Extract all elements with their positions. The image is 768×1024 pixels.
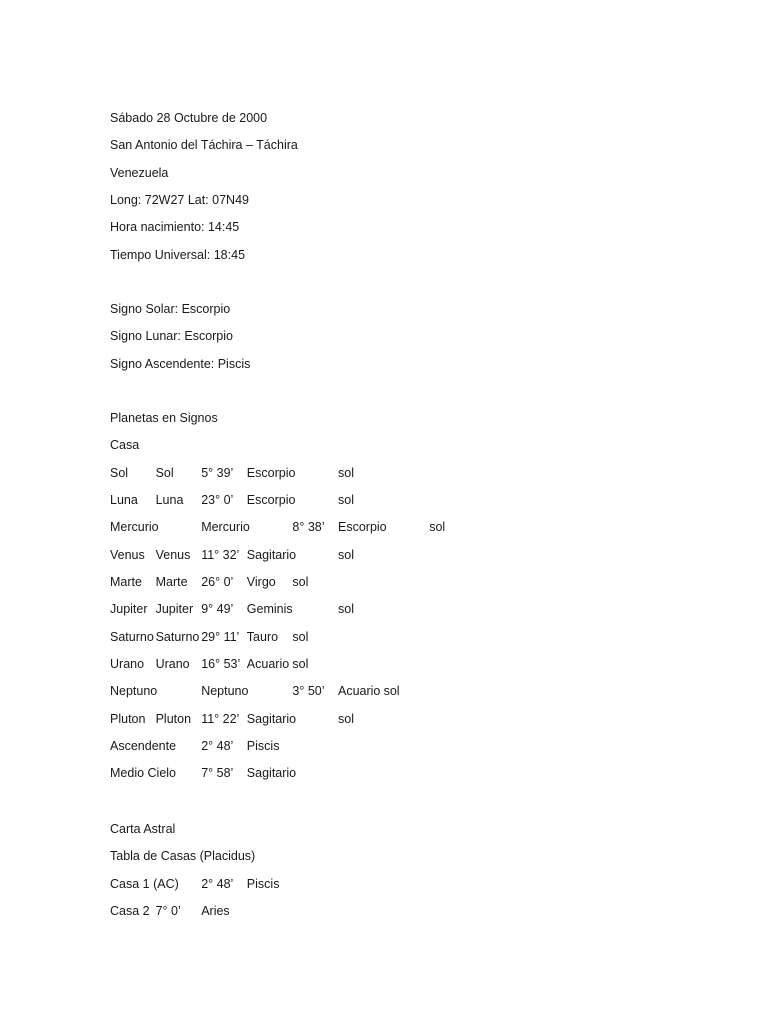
planet-degree: 11° 32’: [201, 547, 240, 562]
solar-sign: Signo Solar: Escorpio: [110, 302, 231, 316]
house-label: Casa: [110, 438, 140, 453]
planet-name: Marte: [110, 575, 142, 590]
planet-name: Pluton: [110, 711, 146, 726]
planet-row: [110, 737, 710, 764]
planet-name-repeat: Venus: [155, 547, 191, 562]
house-name: Casa 2: [110, 904, 150, 919]
planet-degree: 11° 22’: [201, 711, 240, 726]
birth-coordinates: Long: 72W27 Lat: 07N49: [110, 193, 249, 208]
planet-sign: Escorpio: [246, 493, 296, 508]
planet-row: [110, 546, 710, 573]
birth-place: San Antonio del Táchira – Táchira: [110, 138, 298, 153]
planet-sign: Sagitario: [246, 547, 297, 562]
planet-name: Venus: [110, 547, 145, 562]
planet-degree: 26° 0’: [201, 575, 234, 590]
point-name: Ascendente: [110, 739, 177, 754]
houses-section: [110, 820, 710, 929]
planet-house: sol: [292, 657, 309, 672]
planet-house: sol: [383, 684, 400, 699]
planet-row: [110, 491, 710, 518]
universal-time: Tiempo Universal: 18:45: [110, 247, 246, 262]
planet-house: sol: [338, 602, 354, 617]
planet-house: sol: [338, 711, 354, 726]
planet-name: Neptuno: [110, 684, 158, 699]
planet-house: sol: [292, 629, 309, 644]
planet-name: Saturno: [110, 629, 154, 644]
planet-sign: Acuario: [338, 684, 381, 699]
planet-degree: 29° 11’: [201, 629, 240, 644]
lunar-sign: Signo Lunar: Escorpio: [110, 329, 233, 344]
planet-name-repeat: Marte: [155, 575, 188, 590]
planet-name-repeat: Neptuno: [201, 684, 249, 699]
planet-name: Jupiter: [110, 602, 148, 617]
planet-name-repeat: Sol: [155, 465, 174, 480]
point-degree: 2° 48’: [201, 739, 234, 754]
planet-row: [110, 710, 710, 737]
planet-sign: Escorpio: [246, 465, 296, 480]
signs-section: [110, 300, 710, 382]
planet-row: [110, 682, 710, 709]
birth-country: Venezuela: [110, 165, 169, 180]
house-degree: 2° 48’: [201, 876, 234, 891]
point-name: Medio Cielo: [110, 766, 177, 781]
planet-name-repeat: Luna: [155, 493, 184, 508]
planet-row: [110, 464, 710, 491]
planet-row: [110, 573, 710, 600]
house-row: [110, 875, 710, 902]
planet-sign: Sagitario: [246, 711, 297, 726]
point-sign: Sagitario: [246, 766, 297, 781]
planet-degree: 23° 0’: [201, 493, 234, 508]
houses-table-title: Tabla de Casas (Placidus): [110, 849, 256, 864]
planet-name-repeat: Urano: [155, 657, 190, 672]
planet-name-repeat: Saturno: [155, 629, 200, 644]
planet-house: sol: [429, 520, 446, 535]
planet-row: [110, 518, 710, 545]
planet-name: Mercurio: [110, 520, 159, 535]
point-degree: 7° 58’: [201, 766, 234, 781]
planet-sign: Tauro: [246, 629, 279, 644]
planet-name: Urano: [110, 657, 145, 672]
planets-title: Planetas en Signos: [110, 411, 218, 425]
planet-name: Sol: [110, 465, 129, 480]
planet-name: Luna: [110, 493, 138, 508]
planet-house: sol: [292, 575, 309, 590]
planet-row: [110, 655, 710, 682]
planet-sign: Geminis: [246, 602, 293, 617]
planet-sign: Acuario: [246, 657, 290, 672]
house-row: [110, 902, 710, 929]
planet-degree: 5° 39’: [201, 465, 234, 480]
planet-degree: 16° 53’: [201, 657, 241, 672]
planet-name-repeat: Pluton: [155, 711, 192, 726]
house-sign: Aries: [201, 904, 230, 919]
birth-date: Sábado 28 Octubre de 2000: [110, 111, 268, 125]
house-name: Casa 1 (AC): [110, 876, 179, 891]
planet-sign: Virgo: [246, 575, 276, 590]
planet-house: sol: [338, 493, 354, 508]
planet-degree: 3° 50’: [292, 684, 325, 699]
planets-section: [110, 409, 710, 792]
planet-row: [110, 764, 710, 791]
birth-info-section: [110, 109, 710, 273]
planet-name-repeat: Jupiter: [155, 602, 194, 617]
planet-row: [110, 600, 710, 627]
planet-name-repeat: Mercurio: [201, 520, 250, 535]
house-sign: Piscis: [246, 876, 280, 891]
point-sign: Piscis: [246, 739, 280, 754]
house-degree: 7° 0’: [155, 904, 181, 919]
planet-degree: 9° 49’: [201, 602, 234, 617]
ascendant-sign: Signo Ascendente: Piscis: [110, 356, 251, 371]
planet-house: sol: [338, 465, 354, 480]
birth-time: Hora nacimiento: 14:45: [110, 220, 240, 235]
planet-sign: Escorpio: [338, 520, 387, 535]
chart-title: Carta Astral: [110, 822, 176, 836]
planet-degree: 8° 38’: [292, 520, 325, 535]
planet-house: sol: [338, 547, 354, 562]
planet-row: [110, 628, 710, 655]
